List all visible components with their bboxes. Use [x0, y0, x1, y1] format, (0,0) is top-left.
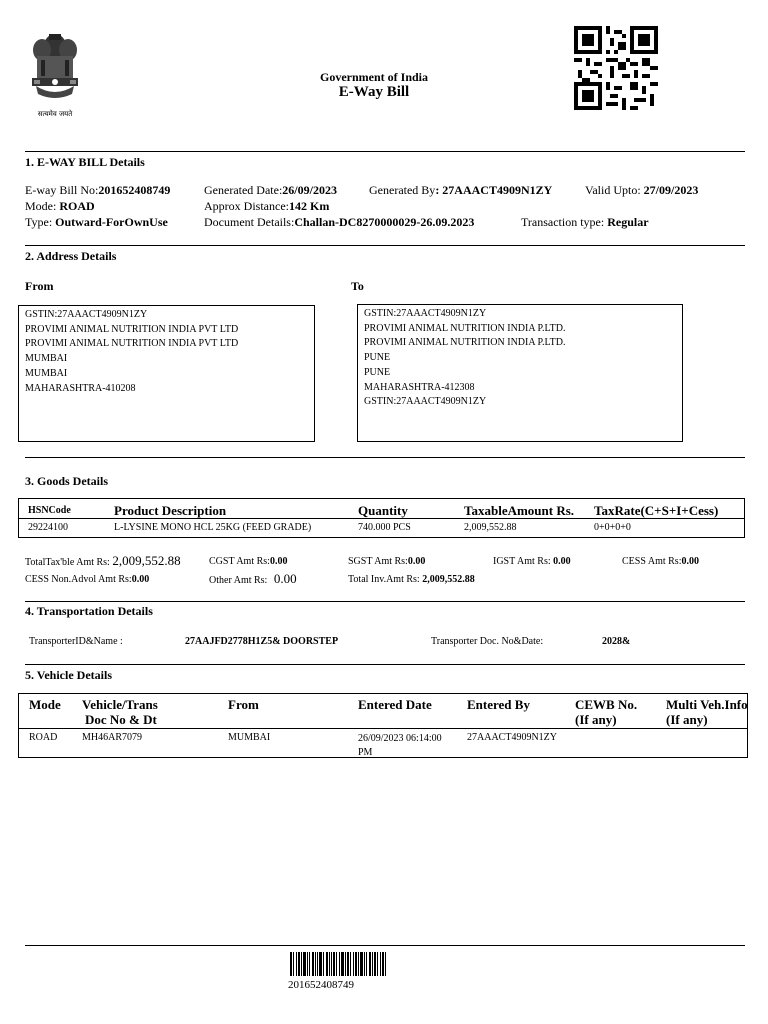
- barcode-number: 201652408749: [288, 979, 354, 991]
- barcode: [290, 952, 386, 976]
- total-invoice-amount: [348, 574, 475, 585]
- cess-nonadvol-value: 0.00: [131, 574, 150, 585]
- qr-code-icon: [574, 26, 658, 110]
- mode-value: ROAD: [59, 199, 95, 213]
- page-title: E-Way Bill: [338, 84, 410, 100]
- total-invoice-label: Total Inv.Amt Rs:: [348, 574, 423, 585]
- section-transport-heading: 4. Transportation Details: [25, 604, 153, 618]
- igst-amount: [493, 556, 571, 567]
- vehicle-col-cewb-line2: (If any): [575, 712, 617, 727]
- divider: [25, 151, 745, 152]
- cgst-value: 0.00: [269, 556, 288, 567]
- government-label: Government of India: [320, 70, 428, 84]
- qr-code: [574, 26, 658, 110]
- vehicle-col-cewb-line1: CEWB No.: [575, 697, 638, 712]
- cess-nonadvol-amount: [25, 574, 149, 585]
- generated-by: [369, 183, 552, 198]
- other-amount-label: Other Amt Rs:: [209, 575, 268, 586]
- cess-label: CESS Amt Rs:: [622, 556, 682, 567]
- vehicle-col-from: From: [228, 697, 259, 712]
- to-address-line: PUNE: [364, 366, 391, 378]
- to-address-box: [357, 304, 683, 442]
- section-ewb-heading: 1. E-WAY BILL Details: [25, 155, 145, 169]
- from-address-line: MUMBAI: [25, 353, 68, 365]
- transaction-type: [521, 215, 649, 230]
- generated-date-label: Generated Date:: [204, 183, 283, 197]
- sgst-value: 0.00: [407, 556, 426, 567]
- generated-by-label: Generated By: [369, 183, 436, 197]
- from-address-line: GSTIN:27AAACT4909N1ZY: [25, 309, 148, 320]
- igst-value: 0.00: [550, 556, 571, 567]
- from-address-box: [18, 305, 315, 442]
- national-emblem: [22, 26, 88, 118]
- ewb-number-label: E-way Bill No:: [25, 183, 99, 197]
- other-amount-value: 0.00: [273, 571, 297, 586]
- vehicle-col-multi-line1: Multi Veh.Info: [666, 697, 748, 712]
- divider: [25, 945, 745, 946]
- vehicle-cell-entered-date: [358, 732, 442, 760]
- vehicle-cell-date-line2: PM: [358, 747, 373, 758]
- generated-by-value: : 27AAACT4909N1ZY: [435, 183, 553, 197]
- type-value: Outward-ForOwnUse: [55, 215, 168, 229]
- goods-col-taxable: TaxableAmount Rs.: [464, 503, 575, 518]
- barcode-icon: [290, 952, 386, 976]
- mode-label: Mode:: [25, 199, 60, 213]
- from-address-line: MUMBAI: [25, 367, 68, 379]
- goods-cell-quantity: 740.000 PCS: [358, 522, 411, 533]
- cess-value: 0.00: [681, 556, 699, 567]
- transporter-doc-value: 2028&: [602, 636, 631, 647]
- goods-cell-description: L-LYSINE MONO HCL 25KG (FEED GRADE): [114, 522, 312, 533]
- from-address-line: MAHARASHTRA-410208: [25, 382, 136, 394]
- total-taxable-label: TotalTax'ble Amt Rs:: [25, 557, 110, 568]
- document-details: [204, 215, 474, 230]
- divider: [25, 601, 745, 602]
- igst-label: IGST Amt Rs:: [493, 556, 551, 567]
- total-taxable-amount: [25, 553, 181, 569]
- section-vehicle-heading: 5. Vehicle Details: [25, 668, 112, 682]
- to-label: To: [351, 279, 364, 293]
- transporter-label: TransporterID&Name :: [29, 636, 123, 647]
- emblem-icon: [22, 26, 88, 106]
- transaction-type-value: Regular: [607, 215, 649, 229]
- sgst-label: SGST Amt Rs:: [348, 556, 408, 567]
- to-address-line: PROVIMI ANIMAL NUTRITION INDIA P.LTD.: [364, 322, 566, 334]
- vehicle-cell-entered-by: 27AAACT4909N1ZY: [467, 732, 557, 743]
- valid-upto: [585, 183, 698, 198]
- goods-col-quantity: Quantity: [358, 503, 408, 518]
- approx-distance-value: 142 Km: [288, 199, 330, 213]
- total-invoice-value: 2,009,552.88: [422, 574, 475, 585]
- vehicle-col-cewb: [575, 697, 637, 727]
- section-address-heading: 2. Address Details: [25, 249, 117, 263]
- ewb-number-value: 201652408749: [98, 183, 171, 197]
- cgst-label: CGST Amt Rs:: [209, 556, 270, 567]
- emblem-motto: सत्यमेव जयते: [37, 110, 73, 118]
- divider: [25, 664, 745, 665]
- vehicle-col-entered-date: Entered Date: [358, 697, 432, 712]
- generated-date: [204, 183, 337, 198]
- type: [25, 215, 168, 230]
- document-details-label: Document Details:: [204, 215, 295, 229]
- vehicle-col-vehicle: [82, 697, 158, 727]
- document-details-value: Challan-DC8270000029-26.09.2023: [294, 215, 475, 229]
- section-goods-heading: 3. Goods Details: [25, 474, 109, 488]
- type-label: Type:: [25, 215, 56, 229]
- goods-col-description: Product Description: [114, 503, 227, 518]
- vehicle-col-vehicle-line2: Doc No & Dt: [85, 712, 157, 727]
- to-address-line: PROVIMI ANIMAL NUTRITION INDIA P.LTD.: [364, 337, 566, 349]
- divider: [25, 245, 745, 246]
- cess-nonadvol-label: CESS Non.Advol Amt Rs:: [25, 574, 132, 585]
- generated-date-value: 26/09/2023: [282, 183, 337, 197]
- approx-distance-label: Approx Distance:: [204, 199, 289, 213]
- other-amount: [209, 571, 297, 587]
- transaction-type-label: Transaction type:: [521, 215, 608, 229]
- transporter-value: 27AAJFD2778H1Z5& DOORSTEP: [185, 636, 339, 647]
- valid-upto-label: Valid Upto:: [585, 183, 644, 197]
- divider: [25, 457, 745, 458]
- vehicle-col-vehicle-line1: Vehicle/Trans: [82, 697, 158, 712]
- cgst-amount: [209, 556, 287, 567]
- transporter-doc-label: Transporter Doc. No&Date:: [431, 636, 544, 647]
- sgst-amount: [348, 556, 425, 567]
- from-address-line: PROVIMI ANIMAL NUTRITION INDIA PVT LTD: [25, 323, 239, 335]
- from-label: From: [25, 279, 54, 293]
- vehicle-cell-mode: ROAD: [29, 732, 58, 743]
- vehicle-cell-from: MUMBAI: [228, 732, 271, 743]
- vehicle-cell-vehicle: MH46AR7079: [82, 732, 143, 743]
- vehicle-cell-date-line1: 26/09/2023 06:14:00: [358, 733, 442, 744]
- goods-cell-taxrate: 0+0+0+0: [594, 522, 631, 533]
- approx-distance: [204, 199, 329, 214]
- vehicle-col-multi-line2: (If any): [666, 712, 708, 727]
- vehicle-col-entered-by: Entered By: [467, 697, 530, 712]
- to-address-line: GSTIN:27AAACT4909N1ZY: [364, 308, 487, 319]
- to-address-line: PUNE: [364, 352, 391, 364]
- goods-col-taxrate: TaxRate(C+S+I+Cess): [594, 503, 719, 518]
- goods-cell-taxable: 2,009,552.88: [464, 522, 517, 533]
- goods-col-hsn: HSNCode: [28, 505, 71, 516]
- to-address-line: GSTIN:27AAACT4909N1ZY: [364, 396, 487, 408]
- vehicle-col-mode: Mode: [29, 697, 61, 712]
- total-taxable-value: 2,009,552.88: [112, 553, 181, 568]
- mode: [25, 199, 95, 214]
- to-address-line: MAHARASHTRA-412308: [364, 381, 475, 393]
- valid-upto-value: 27/09/2023: [643, 183, 699, 197]
- from-address-line: PROVIMI ANIMAL NUTRITION INDIA PVT LTD: [25, 338, 239, 350]
- cess-amount: [622, 556, 699, 567]
- ewb-number: [25, 183, 170, 198]
- vehicle-col-multi: [666, 697, 748, 727]
- goods-cell-hsn: 29224100: [28, 522, 68, 533]
